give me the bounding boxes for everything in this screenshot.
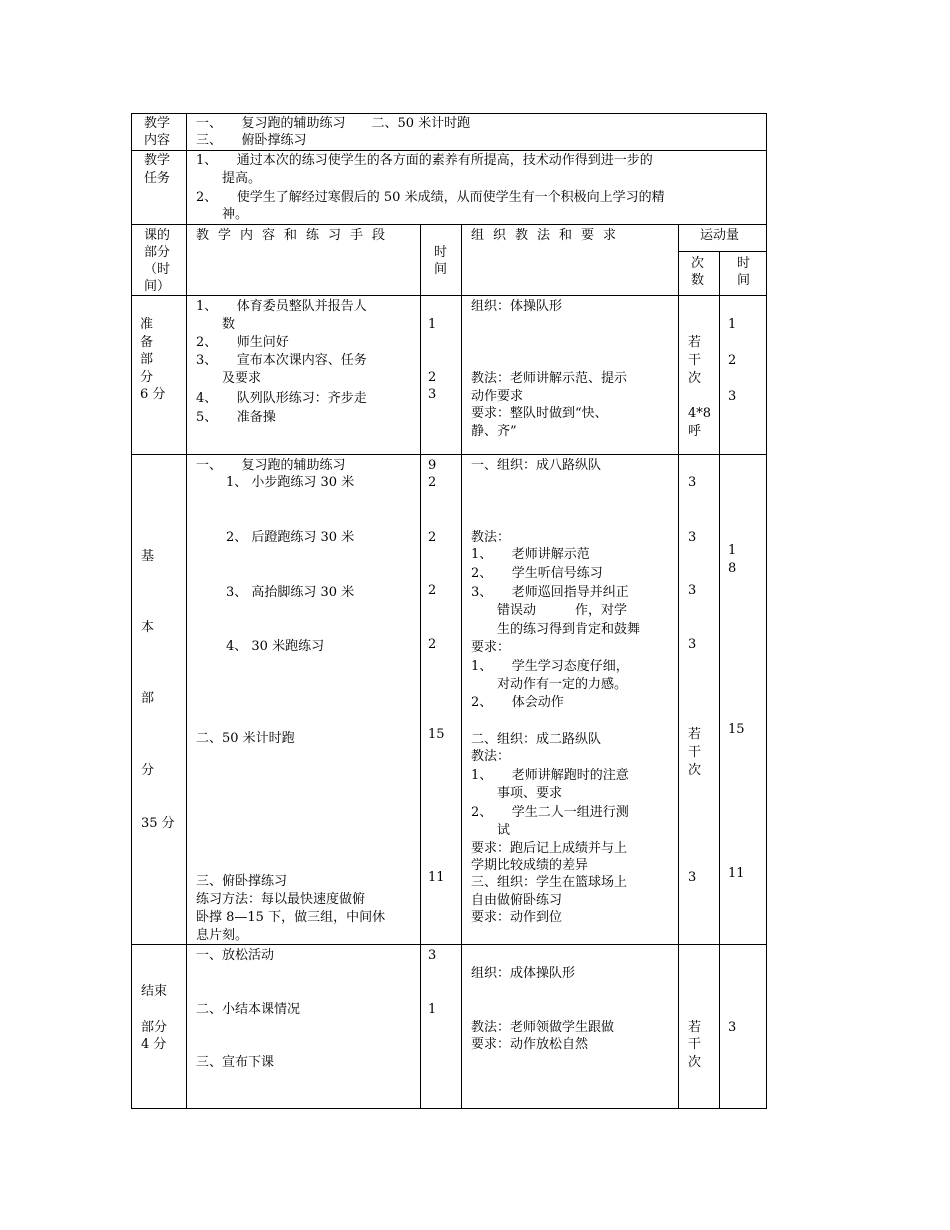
task-label-1: 教学: [144, 153, 171, 168]
prep-label-5: 6 分: [140, 387, 166, 402]
row-divider: [678, 251, 767, 252]
basic-time-6: 15: [428, 727, 445, 742]
col-divider: [186, 113, 187, 1109]
end-count-2: 干: [688, 1037, 702, 1052]
end-method-2: 教法：老师领做学生跟做: [471, 1020, 615, 1035]
basic-count-6: 干: [688, 745, 702, 760]
col-count-2: 数: [691, 273, 705, 288]
col-divider: [678, 224, 679, 1109]
prep-time-1: 1: [428, 317, 437, 332]
end-item-2: 二、小结本课情况: [196, 1002, 301, 1017]
end-duration: 3: [728, 1020, 737, 1035]
basic-sec3-1: 三、俯卧撑练习: [196, 874, 288, 889]
basic-sec3-3: 卧撑 8—15 下，做三组，中间休: [196, 910, 386, 925]
col-time-1: 时: [434, 245, 448, 260]
prep-duration-2: 2: [728, 353, 737, 368]
basic-count-8: 3: [688, 870, 697, 885]
content-label-2: 内容: [144, 133, 171, 148]
basic-label-4: 分: [141, 763, 155, 778]
prep-method-2: 教法：老师讲解示范、提示: [471, 371, 628, 386]
prep-method-5: 静、齐”: [471, 424, 517, 439]
task-line-1: 1、 通过本次的练习使学生的各方面的素养有所提高，技术动作得到进一步的: [196, 153, 653, 168]
prep-content-6: 4、 队列队形练习：齐步走: [196, 391, 367, 406]
end-label-1: 结束: [141, 984, 168, 999]
content-line-2: 三、 俯卧撑练习: [196, 133, 307, 148]
basic-method1-10: 对动作有一定的力感。: [471, 677, 628, 692]
end-time-1: 3: [428, 948, 437, 963]
prep-label-4: 分: [140, 370, 154, 385]
basic-method1-6: 错误动 作，对学: [471, 603, 628, 618]
basic-method2-3: 1、 老师讲解跑时的注意: [471, 768, 629, 783]
end-item-1: 一、放松活动: [196, 948, 275, 963]
basic-duration-1: 1: [728, 543, 737, 558]
prep-count-4: 4*8: [688, 406, 712, 421]
prep-content-3: 2、 师生问好: [196, 335, 289, 350]
end-label-2: 部分: [141, 1020, 168, 1035]
prep-count-5: 呼: [688, 424, 702, 439]
basic-method2-9: 三、组织：学生在篮球场上: [471, 875, 628, 890]
basic-sec2: 二、50 米计时跑: [196, 731, 295, 746]
basic-method2-6: 试: [471, 823, 511, 838]
basic-label-5: 35 分: [141, 816, 175, 831]
basic-label-3: 部: [141, 691, 155, 706]
basic-method2-1: 二、组织：成二路纵队: [471, 732, 602, 747]
end-label-3: 4 分: [141, 1037, 167, 1052]
basic-time-7: 11: [428, 870, 445, 885]
basic-time-2: 2: [428, 475, 437, 490]
task-line-4: 神。: [196, 207, 249, 222]
basic-label-2: 本: [141, 620, 155, 635]
prep-time-2: 2: [428, 370, 437, 385]
end-item-3: 三、宣布下课: [196, 1055, 275, 1070]
prep-count-3: 次: [688, 371, 702, 386]
basic-duration-3: 15: [728, 722, 745, 737]
basic-method2-7: 要求：跑后记上成绩并与上: [471, 841, 628, 856]
prep-count-1: 若: [688, 335, 702, 350]
col-part-4: 间）: [144, 279, 171, 294]
prep-content-7: 5、 准备操: [196, 410, 276, 425]
end-count-1: 若: [688, 1020, 702, 1035]
basic-item-2: 2、 后蹬跑练习 30 米: [226, 530, 355, 545]
basic-time-5: 2: [428, 637, 437, 652]
basic-count-4: 3: [688, 637, 697, 652]
prep-content-2: 数: [196, 317, 236, 332]
basic-method1-3: 1、 老师讲解示范: [471, 547, 590, 562]
basic-method2-8: 学期比较成绩的差异: [471, 858, 589, 873]
basic-count-2: 3: [688, 530, 697, 545]
task-label-2: 任务: [144, 171, 171, 186]
basic-count-7: 次: [688, 763, 702, 778]
basic-label-1: 基: [141, 549, 155, 564]
col-duration-2: 间: [737, 273, 751, 288]
col-divider: [719, 251, 720, 1109]
content-line-1: 一、 复习跑的辅助练习 二、50 米计时跑: [196, 116, 471, 131]
basic-item-4: 4、 30 米跑练习: [226, 639, 325, 654]
row-divider: [131, 944, 767, 945]
task-line-2: 提高。: [196, 171, 262, 186]
basic-method1-4: 2、 学生听信号练习: [471, 566, 603, 581]
prep-count-2: 干: [688, 353, 702, 368]
prep-label-3: 部: [140, 352, 154, 367]
basic-method2-5: 2、 学生二人一组进行测: [471, 805, 629, 820]
basic-method1-11: 2、 体会动作: [471, 695, 564, 710]
basic-count-5: 若: [688, 727, 702, 742]
prep-time-3: 3: [428, 387, 437, 402]
basic-method1-9: 1、 学生学习态度仔细，: [471, 659, 629, 674]
prep-method-1: 组织：体操队形: [471, 299, 563, 314]
basic-duration-2: 8: [728, 561, 737, 576]
basic-count-3: 3: [688, 583, 697, 598]
basic-time-1: 9: [428, 458, 437, 473]
basic-method1-8: 要求：: [471, 640, 511, 655]
row-divider: [131, 150, 767, 151]
end-time-2: 1: [428, 1002, 437, 1017]
row-divider: [131, 454, 767, 455]
basic-method2-4: 事项、要求: [471, 786, 563, 801]
prep-content-5: 及要求: [196, 371, 262, 386]
basic-item-3: 3、 高抬脚练习 30 米: [226, 585, 355, 600]
end-method-1: 组织：成体操队形: [471, 966, 576, 981]
end-count-3: 次: [688, 1055, 702, 1070]
basic-item-1: 1、 小步跑练习 30 米: [226, 475, 355, 490]
basic-sec3-4: 息片刻。: [196, 928, 249, 943]
col-part-3: （时: [144, 262, 171, 277]
prep-duration-1: 1: [728, 317, 737, 332]
basic-count-1: 3: [688, 475, 697, 490]
prep-method-4: 要求：整队时做到“快、: [471, 406, 608, 421]
basic-head: 一、 复习跑的辅助练习: [196, 458, 346, 473]
col-part-1: 课的: [144, 228, 171, 243]
basic-sec3-2: 练习方法：每以最快速度做俯: [196, 892, 366, 907]
col-divider: [461, 224, 462, 1109]
basic-method2-11: 要求：动作到位: [471, 910, 563, 925]
prep-content-4: 3、 宣布本次课内容、任务: [196, 353, 367, 368]
row-divider: [131, 224, 767, 225]
prep-label-2: 备: [140, 335, 154, 350]
basic-time-3: 2: [428, 530, 437, 545]
prep-method-3: 动作要求: [471, 389, 524, 404]
basic-method1-7: 生的练习得到肯定和鼓舞: [471, 622, 641, 637]
basic-time-4: 2: [428, 583, 437, 598]
basic-method1-5: 3、 老师巡回指导并纠正: [471, 585, 629, 600]
basic-method2-10: 自由做俯卧练习: [471, 893, 563, 908]
end-method-3: 要求：动作放松自然: [471, 1037, 589, 1052]
col-count-1: 次: [691, 256, 705, 271]
col-part-2: 部分: [144, 245, 171, 260]
row-divider: [131, 295, 767, 296]
col-time-2: 间: [434, 262, 448, 277]
basic-method2-2: 教法：: [471, 749, 511, 764]
basic-method1-2: 教法：: [471, 530, 511, 545]
basic-method1-1: 一、组织：成八路纵队: [471, 458, 602, 473]
col-load: 运动量: [700, 228, 740, 243]
basic-duration-4: 11: [728, 866, 745, 881]
col-content: 教学内容和练习手段: [196, 228, 395, 243]
prep-duration-3: 3: [728, 389, 737, 404]
content-label-1: 教学: [144, 116, 171, 131]
prep-label-1: 准: [140, 317, 154, 332]
col-method: 组织教法和要求: [471, 228, 626, 243]
col-duration-1: 时: [737, 256, 751, 271]
col-divider: [420, 224, 421, 1109]
task-line-3: 2、 使学生了解经过寒假后的 50 米成绩，从而使学生有一个积极向上学习的精: [196, 190, 665, 205]
prep-content-1: 1、 体育委员整队并报告人: [196, 299, 367, 314]
